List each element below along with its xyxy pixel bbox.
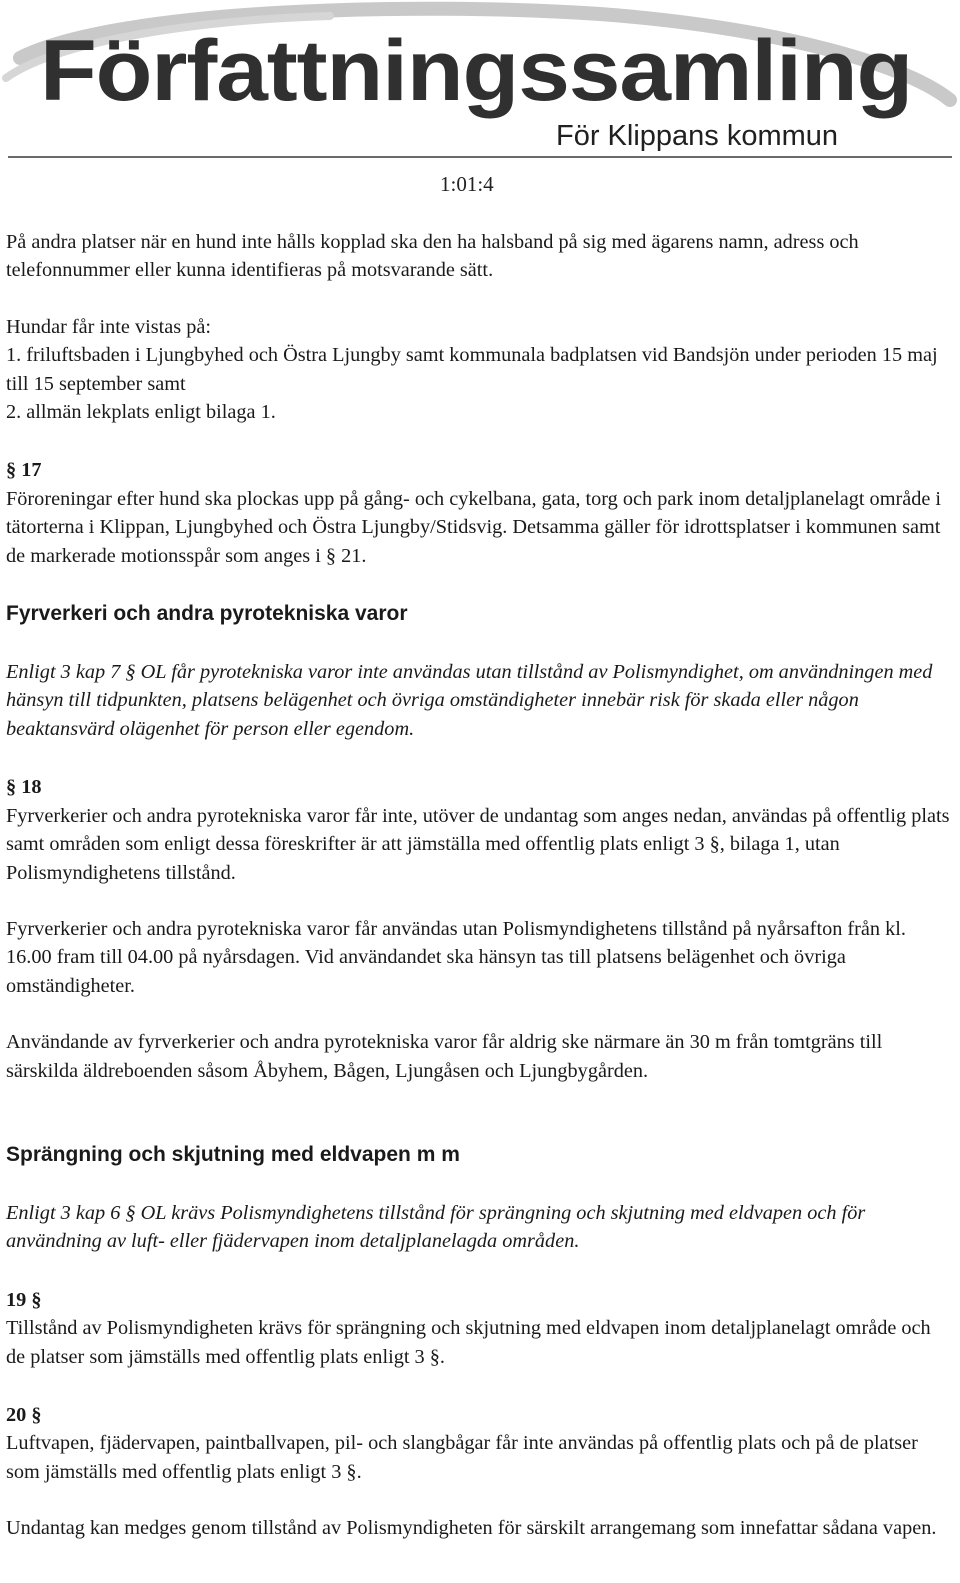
restriction-item-1: 1. friluftsbaden i Ljungbyhed och Östra Ljungby samt kommunala badplatsen vid Bandsjön under perioden 15 maj till 15 september samt [6, 344, 938, 395]
document-header [0, 0, 960, 160]
section-20-heading: 20 § [6, 1403, 42, 1426]
restriction-list [6, 313, 952, 427]
section-17-heading: § 17 [6, 459, 42, 482]
section-18-text-1: Fyrverkerier och andra pyrotekniska varor får inte, utöver de undantag som anges nedan, användas på offentlig plats samt områden som enligt dessa föreskrifter är att jämställa med offentlig plats enligt 3 §, bilaga 1, utan Polismyndighetens tillstånd. [6, 804, 950, 884]
blasting-section-title: Sprängning och skjutning med eldvapen m m [6, 1142, 460, 1166]
section-20-text-1: Luftvapen, fjädervapen, paintballvapen, pil- och slangbågar får inte användas på offentlig plats och på de platser som jämställs med offentlig plats enligt 3 §. [6, 1432, 918, 1483]
page-number: 1:01:4 [440, 172, 494, 196]
section-19-heading: 19 § [6, 1288, 42, 1311]
blasting-law-note: Enligt 3 kap 6 § OL krävs Polismyndighetens tillstånd för sprängning och skjutning med eldvapen och för användning av luft- eller fjädervapen inom detaljplanelagda områden. [6, 1201, 866, 1253]
header-divider [8, 156, 952, 158]
section-18-text-2: Fyrverkerier och andra pyrotekniska varor får användas utan Polismyndighetens tillstånd på nyårsafton från kl. 16.00 fram till 04.00 på nyårsdagen. Vid användandet ska hänsyn tas till platsens belägenhet och övriga omständigheter. [6, 917, 906, 997]
section-20-text-2: Undantag kan medges genom tillstånd av Polismyndigheten för särskilt arrangemang som innefattar sådana vapen. [6, 1517, 937, 1540]
intro-paragraph: På andra platser när en hund inte hålls kopplad ska den ha halsband på sig med ägarens namn, adress och telefonnummer eller kunna identifieras på motsvarande sätt. [6, 231, 859, 282]
fireworks-law-note: Enligt 3 kap 7 § OL får pyrotekniska varor inte användas utan tillstånd av Polismyndighet, om användningen med hänsyn till tidpunkten, platsens belägenhet och övriga omständigheter innebär risk för skada eller någon beaktansvärd olägenhet för person eller egendom. [6, 661, 933, 740]
section-18-heading: § 18 [6, 776, 42, 799]
section-18-text-3: Användande av fyrverkerier och andra pyrotekniska varor får aldrig ske närmare än 30 m från tomtgräns till särskilda äldreboenden såsom Åbyhem, Bågen, Ljungåsen och Ljungbygården. [6, 1031, 883, 1082]
publication-title: Författningssamling [40, 23, 913, 119]
restriction-item-2: 2. allmän lekplats enligt bilaga 1. [6, 401, 276, 424]
document-body [6, 228, 952, 1543]
restriction-list-heading: Hundar får inte vistas på: [6, 315, 212, 338]
section-17-text: Föroreningar efter hund ska plockas upp på gång- och cykelbana, gata, torg och park inom detaljplanelagt område i tätorterna i Klippan, Ljungbyhed och Östra Ljungby/Stidsvig. Detsamma gäller för idrottsplatser i kommunen samt de markerade motionsspår som anges i § 21. [6, 487, 942, 567]
publication-subtitle: För Klippans kommun [556, 120, 839, 152]
fireworks-section-title: Fyrverkeri och andra pyrotekniska varor [6, 602, 408, 626]
section-19-text: Tillstånd av Polismyndigheten krävs för sprängning och skjutning med eldvapen inom detaljplanelagt område och de platser som jämställs med offentlig plats enligt 3 §. [6, 1317, 931, 1368]
